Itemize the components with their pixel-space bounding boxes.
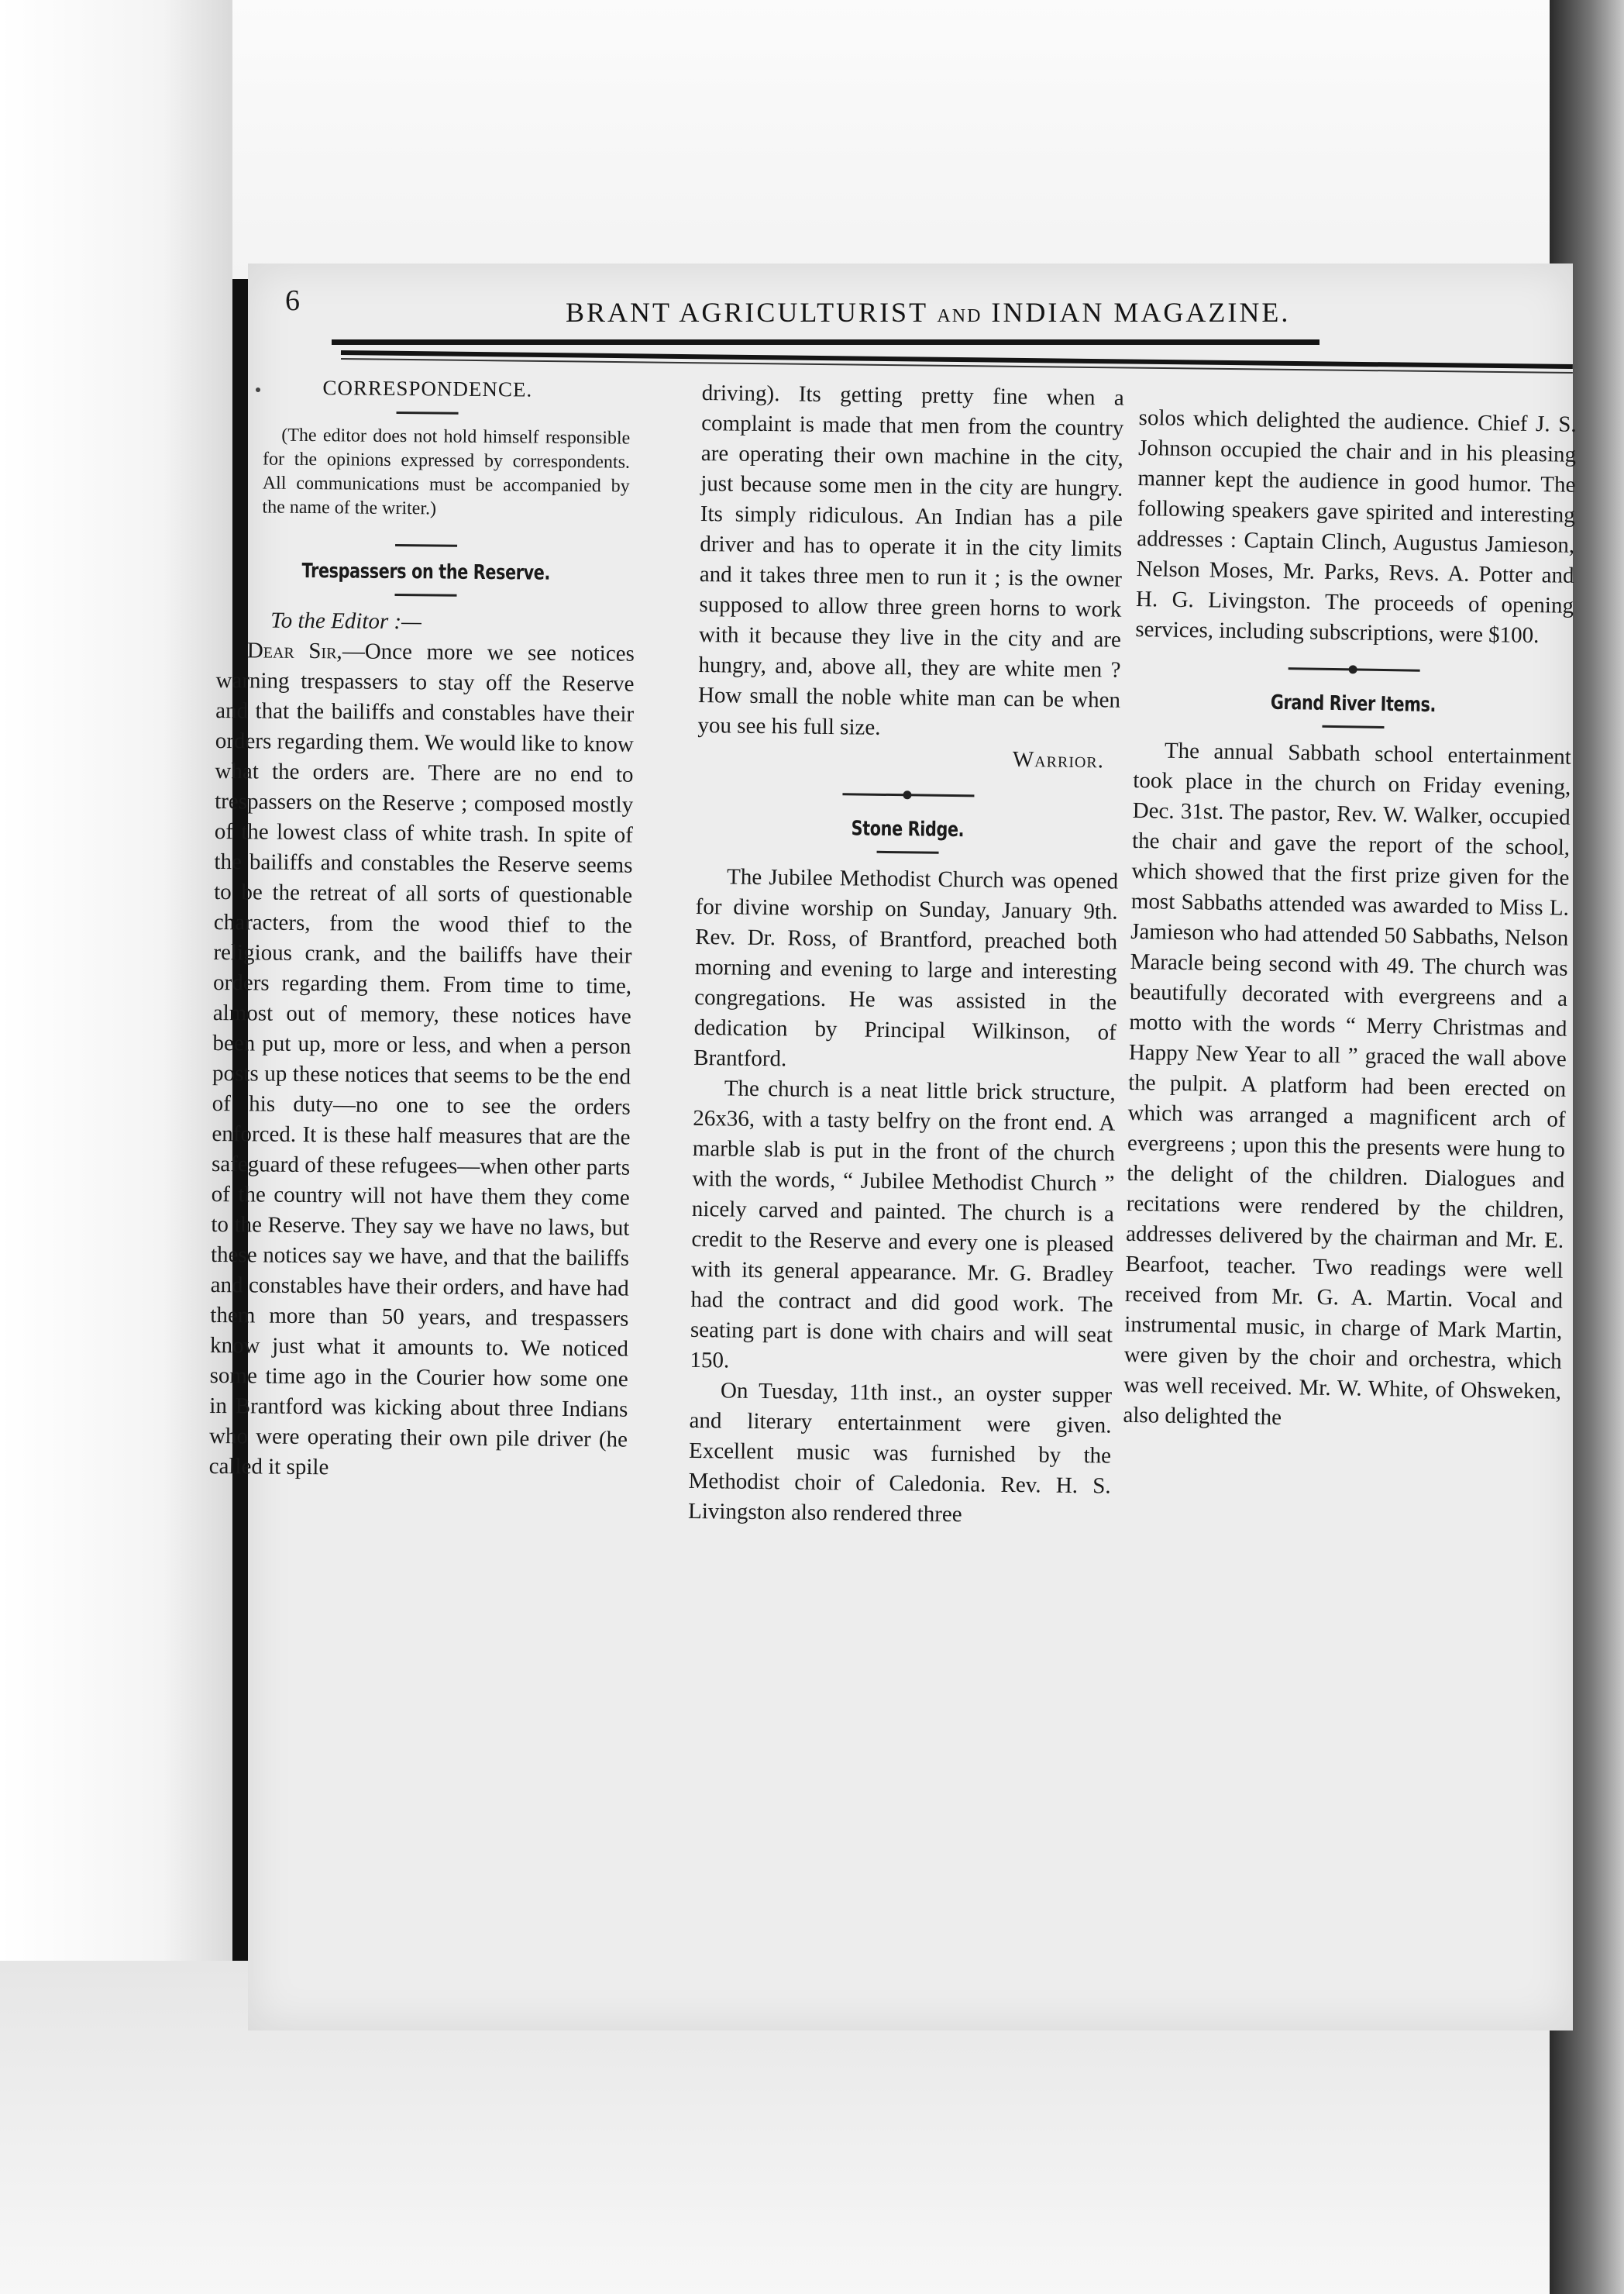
- header-rule-thin: [332, 339, 1320, 345]
- short-rule: [395, 544, 457, 547]
- running-head: [566, 296, 1290, 329]
- article-headline-grand-river: Grand River Items.: [1270, 691, 1436, 718]
- scan-margin-left: [0, 0, 232, 2294]
- running-head-part1: BRANT AGRICULTURIST: [566, 297, 928, 328]
- running-head-and: AND: [937, 306, 982, 326]
- section-divider: [1288, 667, 1419, 672]
- editor-note: (The editor does not hold himself responsible for the opinions expressed by correspondents. All communications must be accompanied by the name of the writer.): [262, 425, 631, 519]
- letter-signature: Warrior.: [1012, 746, 1105, 773]
- section-divider: [842, 793, 974, 797]
- letter-salutation: To the Editor :—: [270, 608, 422, 635]
- stone-ridge-paragraph-3: On Tuesday, 11th inst., an oyster supper and literary entertainment were given. Excellent music was furnished by the Methodist choir of Caledonia. Rev. H. S. Livingston also rendered three: [687, 1378, 1113, 1528]
- article-headline-trespassers: Trespassers on the Reserve.: [301, 559, 551, 585]
- scan-margin-top: [0, 0, 1624, 279]
- short-rule: [876, 851, 938, 854]
- article-headline-stone-ridge: Stone Ridge.: [851, 817, 965, 842]
- stone-ridge-paragraph-2: The church is a neat little brick structure, 26x36, with a tasty belfry on the front end. A marble slab is put in the front of the church with the words, “ Jubilee Methodist Church ” nicely carved and painted. The church is a credit to the Reserve and every one is pleased with its general appearance. Mr. G. Bradley had the contract and did good work. The seating part is done with chairs and will seat 150.: [690, 1076, 1116, 1373]
- dear-sir: Dear Sir,: [246, 638, 342, 664]
- stone-ridge-paragraph-1: The Jubilee Methodist Church was opened for divine worship on Sunday, January 9th. Rev. Dr. Ross, of Brantford, preached both morning and evening to large and interesting congregations. He was assisted in the dedication by Principal Wilkinson, of Brantford.: [693, 864, 1119, 1072]
- letter-continued: driving). Its getting pretty fine when a complaint is made that men from the country are operating their own machine in the city, just because some men in the city are hungry. Its simply ridiculous. An Indian has a pile driver and has to operate it in the city limits and it takes three men to run it ; is the owner supposed to allow three green horns to work with it because they live in the city and are hungry, and, above all, they are white men ? How small the noble white man can be when you see his full size.: [697, 380, 1124, 740]
- page-number: 6: [285, 284, 300, 317]
- letter-body: —Once more we see notices warning trespassers to stay off the Reserve and that the bailiffs and constables have their orders regarding them. We would like to know what the orders are. There are no end to trespassers on the Reserve ; composed mostly of the lowest class of white trash. In spite of the bailiffs and constables the Reserve seems to be the retreat of all sorts of questionable characters, from the wood thief to the religious crank, and the bailiffs have their orders regarding them. From time to time, almost out of memory, these notices have been put up, more or less, and when a person posts up these notices that seems to be the end of his duty—no one to see the orders enforced. It is these half measures that are the safeguard of these refugees—when other parts of the country will not have them they come to the Reserve. They say we have no laws, but these notices say we have, and that the bailiffs and constables have their orders, and have had them more than 50 years, and trespassers know just what it amounts to. We noticed some time ago in the Courier how some one in Brantford was kicking about three Indians who were operating their own pile driver (he called it spile: [208, 639, 635, 1480]
- grand-river-paragraph-1: The annual Sabbath school entertainment took place in the church on Friday evening, Dec. 31st. The pastor, Rev. W. Walker, occupied the chair and gave the report of the school, which showed that the first prize given for the most Sabbaths attended was awarded to Miss L. Jamieson who had attended 50 Sabbaths, Nelson Maracle being second with 49. The church was beautifully decorated with evergreens and a motto with the words “ Merry Christmas and Happy New Year to all ” graced the wall above the pulpit. A platform had been erected on which was arranged a magnificent arch of evergreens ; upon this the presents were hung to the delight of the children. Dialogues and recitations were rendered by the children, addresses delivered by the chairman and Mr. E. Bearfoot, teacher. Two readings were well received from Mr. G. A. Martin. Vocal and instrumental music, in charge of Mark Martin, were given by the choir and orchestra, which was well received. Mr. W. White, of Ohsweken, also delighted the: [1123, 738, 1572, 1431]
- running-head-part2: INDIAN MAGAZINE.: [991, 297, 1291, 328]
- short-rule: [394, 594, 456, 597]
- column-2: [688, 378, 1124, 1532]
- letter-paragraph: [209, 636, 635, 1486]
- column-1: [209, 372, 637, 1486]
- short-rule: [1322, 725, 1384, 728]
- short-rule: [397, 412, 459, 415]
- section-title: CORRESPONDENCE.: [322, 376, 533, 401]
- stone-ridge-continued: solos which delighted the audience. Chief J. S. Johnson occupied the chair and in his pleasing manner kept the audience in good humor. The following speakers gave spirited and interesting addresses : Captain Clinch, Augustus Jamieson, Nelson Moses, Mr. Parks, Revs. A. Potter and H. G. Livingston. The proceeds of opening services, including subscriptions, were $100.: [1135, 405, 1577, 649]
- column-3: [1123, 403, 1577, 1438]
